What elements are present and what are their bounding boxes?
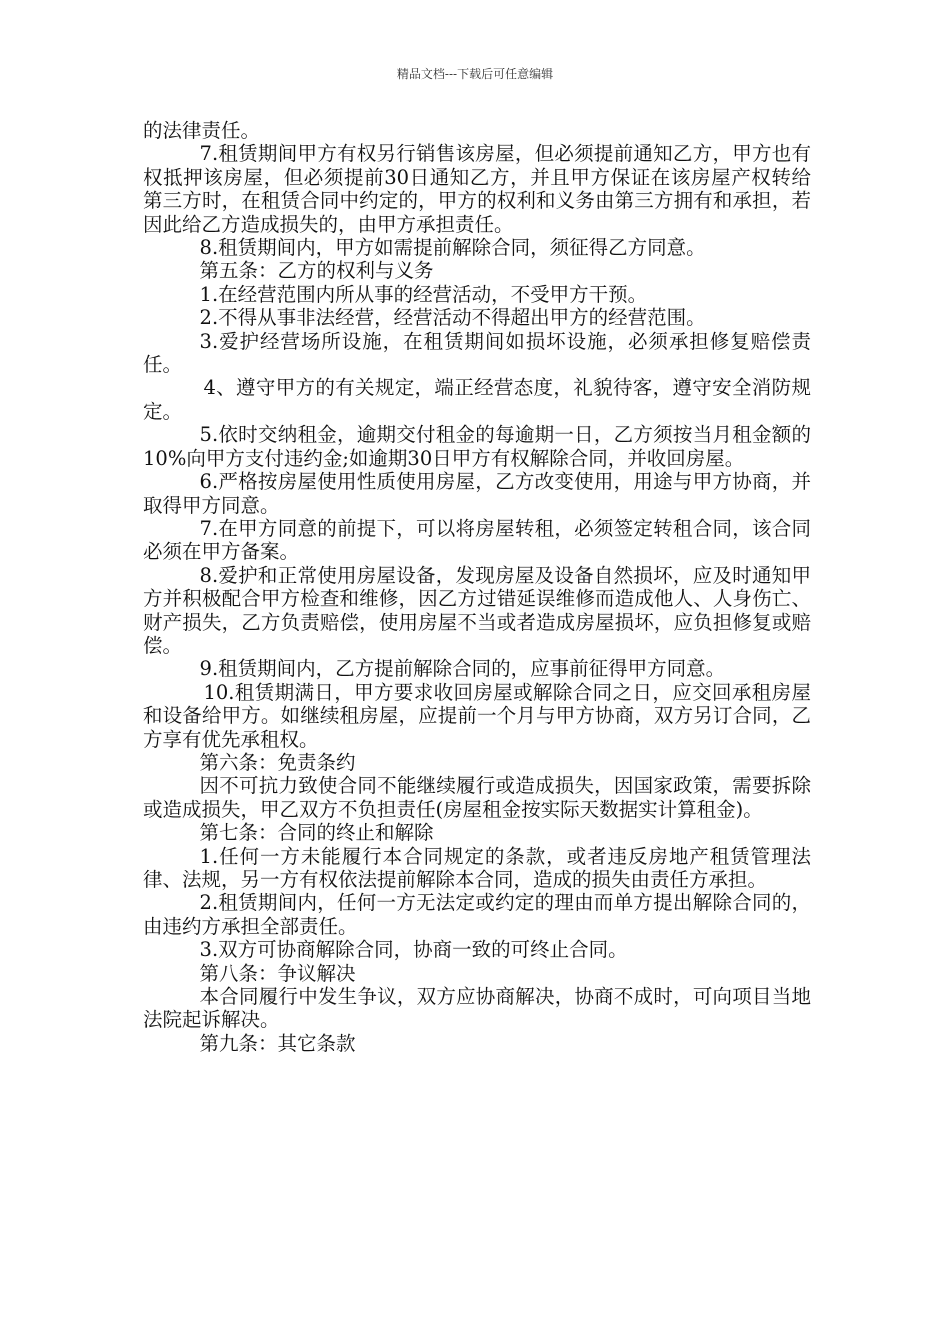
- clause-5-item-10: 10.租赁期满日，甲方要求收回房屋或解除合同之日，应交回承租房屋和设备给甲方。如继续租房屋，应提前一个月与甲方协商，双方另订合同，乙方享有优先承租权。: [143, 680, 811, 751]
- clause-5-item-5: 5.依时交纳租金，逾期交付租金的每逾期一日，乙方须按当月租金额的10%向甲方支付违约金;如逾期30日甲方有权解除合同，并收回房屋。: [143, 423, 811, 470]
- section-heading-6: 第六条：免责条约: [199, 750, 356, 774]
- section-heading-5: 第五条：乙方的权利与义务: [199, 259, 434, 283]
- section-heading-8: 第八条：争议解决: [199, 961, 356, 985]
- document-body: [143, 119, 811, 1055]
- clause-4-item-7: 7.租赁期间甲方有权另行销售该房屋，但必须提前通知乙方，甲方也有权抵押该房屋，但必须提前30日通知乙方，并且甲方保证在该房屋产权转给第三方时，在租赁合同中约定的，甲方的权利和义务由第三方拥有和承担，若因此给乙方造成损失的，由甲方承担责任。: [143, 142, 811, 236]
- paragraph-continuation: 的法律责任。: [143, 119, 261, 142]
- clause-5-item-2: 2.不得从事非法经营，经营活动不得超出甲方的经营范围。: [199, 306, 706, 330]
- section-heading-9: 第九条：其它条款: [199, 1031, 356, 1055]
- page-header-watermark: 精品文档---下载后可任意编辑: [396, 67, 554, 81]
- section-heading-7: 第七条：合同的终止和解除: [199, 821, 434, 845]
- clause-6-body: 因不可抗力致使合同不能继续履行或造成损失，因国家政策，需要拆除或造成损失，甲乙双方不负担责任(房屋租金按实际天数据实计算租金)。: [143, 774, 811, 821]
- clause-7-item-1: 1.任何一方未能履行本合同规定的条款，或者违反房地产租赁管理法律、法规，另一方有权依法提前解除本合同，造成的损失由责任方承担。: [143, 844, 811, 891]
- clause-5-item-4: 4、遵守甲方的有关规定，端正经营态度，礼貌待客，遵守安全消防规定。: [143, 376, 811, 423]
- clause-4-item-8: 8.租赁期间内，甲方如需提前解除合同，须征得乙方同意。: [199, 236, 706, 260]
- clause-5-item-3: 3.爱护经营场所设施，在租赁期间如损坏设施，必须承担修复赔偿责任。: [143, 329, 811, 377]
- clause-7-item-2: 2.租赁期间内，任何一方无法定或约定的理由而单方提出解除合同的，由违约方承担全部责任。: [143, 891, 811, 938]
- clause-5-item-7: 7.在甲方同意的前提下，可以将房屋转租，必须签定转租合同，该合同必须在甲方备案。: [143, 516, 811, 564]
- clause-5-item-6: 6.严格按房屋使用性质使用房屋，乙方改变使用，用途与甲方协商，并取得甲方同意。: [143, 470, 811, 517]
- clause-7-item-3: 3.双方可协商解除合同，协商一致的可终止合同。: [199, 938, 628, 962]
- clause-5-item-8: 8.爱护和正常使用房屋设备，发现房屋及设备自然损坏，应及时通知甲方并积极配合甲方检查和维修，因乙方过错延误维修而造成他人、人身伤亡、财产损失，乙方负责赔偿，使用房屋不当或者造成房屋损坏，应负担修复或赔偿。: [143, 563, 811, 657]
- clause-5-item-1: 1.在经营范围内所从事的经营活动，不受甲方干预。: [199, 282, 648, 306]
- clause-5-item-9: 9.租赁期间内，乙方提前解除合同的，应事前征得甲方同意。: [199, 657, 726, 681]
- clause-8-body: 本合同履行中发生争议，双方应协商解决，协商不成时，可向项目当地法院起诉解决。: [143, 985, 811, 1032]
